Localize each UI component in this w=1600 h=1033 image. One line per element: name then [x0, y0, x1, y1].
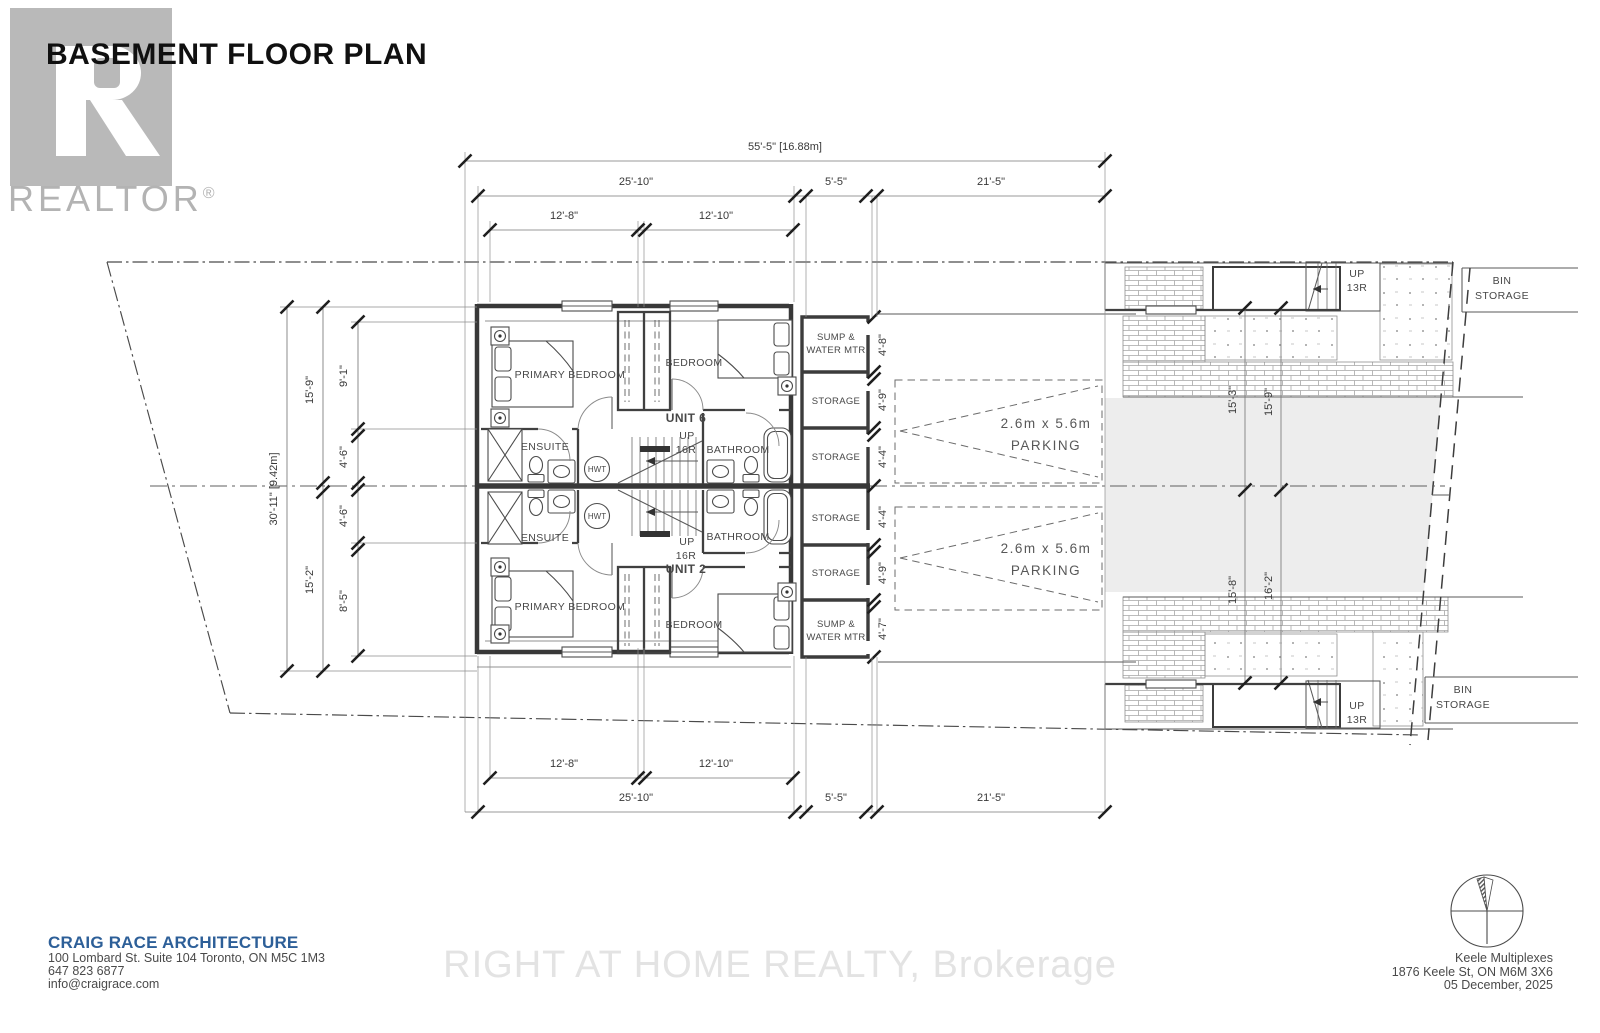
- dim-left-overall: 30'-11" [9.42m]: [268, 452, 280, 526]
- up-label: UP: [679, 536, 695, 548]
- unit-6: [481, 312, 796, 484]
- bin-storage-label: STORAGE: [1475, 290, 1529, 302]
- dim-storage: 4'-7": [877, 618, 889, 640]
- brokerage-watermark: RIGHT AT HOME REALTY, Brokerage: [443, 944, 1117, 986]
- dim-top-sub: 12'-10": [698, 210, 734, 222]
- parking-size-label: 2.6m x 5.6m: [1000, 416, 1092, 431]
- storage-room-label: STORAGE: [811, 513, 861, 524]
- dim-right: 15'-8": [1227, 575, 1239, 605]
- parking-area: [878, 314, 1136, 662]
- dim-right: 16'-2": [1263, 571, 1275, 601]
- project-date: 05 December, 2025: [1443, 978, 1553, 992]
- dim-left-seg: 4'-6": [338, 505, 350, 527]
- dim-right: 15'-9": [1263, 387, 1275, 417]
- rear-yard-area: [1105, 263, 1578, 729]
- sump-room-label: WATER MTR: [806, 345, 866, 356]
- dim-storage: 4'-4": [877, 446, 889, 468]
- architect-address: 100 Lombard St. Suite 104 Toronto, ON M5C 1M3: [48, 951, 326, 965]
- stairs-up-label: UP: [1349, 268, 1365, 280]
- project-address: 1876 Keele St, ON M6M 3X6: [1391, 964, 1553, 979]
- dim-bottom-sub: 12'-8": [549, 758, 579, 770]
- parking-size-label: 2.6m x 5.6m: [1000, 541, 1092, 556]
- primary-bedroom-label: PRIMARY BEDROOM: [514, 369, 626, 381]
- hwt-label: HWT: [587, 465, 607, 474]
- architect-email: info@craigrace.com: [48, 977, 160, 991]
- dim-top: 21'-5": [976, 176, 1006, 188]
- driveway-surface: [1105, 398, 1441, 592]
- project-name: Keele Multiplexes: [1455, 951, 1553, 965]
- bathroom-label: BATHROOM: [706, 444, 770, 456]
- storage-room-label: STORAGE: [811, 396, 861, 407]
- hwt-label: HWT: [587, 512, 607, 521]
- stairs-up-label: UP: [1349, 700, 1365, 712]
- architect-name: CRAIG RACE ARCHITECTURE: [48, 933, 299, 952]
- bathroom-label: BATHROOM: [706, 531, 770, 543]
- sump-room-label: SUMP &: [816, 619, 856, 630]
- dim-top: 25'-10": [618, 176, 654, 188]
- dim-left-seg: 9'-1": [338, 365, 350, 387]
- bedroom-label: BEDROOM: [665, 619, 723, 631]
- dim-top: 5'-5": [825, 176, 847, 188]
- ensuite-label: ENSUITE: [520, 532, 570, 544]
- bin-storage-label: BIN: [1492, 275, 1512, 287]
- registered-symbol: ®: [202, 185, 219, 202]
- architect-phone: 647 823 6877: [48, 964, 125, 978]
- bin-storage-label: BIN: [1453, 684, 1473, 696]
- dim-right: 15'-3": [1227, 385, 1239, 415]
- storage-room-label: STORAGE: [811, 568, 861, 579]
- storage-room-label: STORAGE: [811, 452, 861, 463]
- sump-room-label: SUMP &: [816, 332, 856, 343]
- dim-bottom: 25'-10": [618, 792, 654, 804]
- stairs-risers-label: 13R: [1346, 282, 1368, 294]
- dim-storage: 4'-9": [877, 562, 889, 584]
- dim-storage: 4'-4": [877, 506, 889, 528]
- dim-top-overall: 55'-5" [16.88m]: [748, 141, 822, 153]
- page-title: BASEMENT FLOOR PLAN: [46, 38, 428, 71]
- dimension-lines: [268, 141, 1112, 819]
- realtor-wordmark: REALTOR®: [8, 178, 219, 219]
- unit-label: UNIT 6: [665, 411, 707, 425]
- stairs-risers-label: 13R: [1346, 714, 1368, 726]
- parking-label: PARKING: [1010, 438, 1082, 453]
- dim-bottom-sub: 12'-10": [698, 758, 734, 770]
- up-label: UP: [679, 430, 695, 442]
- dim-left: 15'-9": [304, 375, 316, 405]
- risers-label: 16R: [675, 444, 697, 456]
- ensuite-label: ENSUITE: [520, 441, 570, 453]
- north-arrow-icon: [1451, 875, 1523, 947]
- dim-storage: 4'-9": [877, 389, 889, 411]
- parking-label: PARKING: [1010, 563, 1082, 578]
- dim-storage: 4'-8": [877, 334, 889, 356]
- dim-bottom: 5'-5": [825, 792, 847, 804]
- primary-bedroom-label: PRIMARY BEDROOM: [514, 601, 626, 613]
- bin-storage-label: STORAGE: [1436, 699, 1490, 711]
- bedroom-label: BEDROOM: [665, 357, 723, 369]
- dim-left: 15'-2": [304, 565, 316, 595]
- sump-room-label: WATER MTR: [806, 632, 866, 643]
- dim-left-seg: 8'-5": [338, 590, 350, 612]
- risers-label: 16R: [675, 550, 697, 562]
- dim-left-seg: 4'-6": [338, 446, 350, 468]
- unit-label: UNIT 2: [665, 562, 707, 576]
- dim-top-sub: 12'-8": [549, 210, 579, 222]
- unit-2: [481, 490, 796, 653]
- dim-bottom: 21'-5": [976, 792, 1006, 804]
